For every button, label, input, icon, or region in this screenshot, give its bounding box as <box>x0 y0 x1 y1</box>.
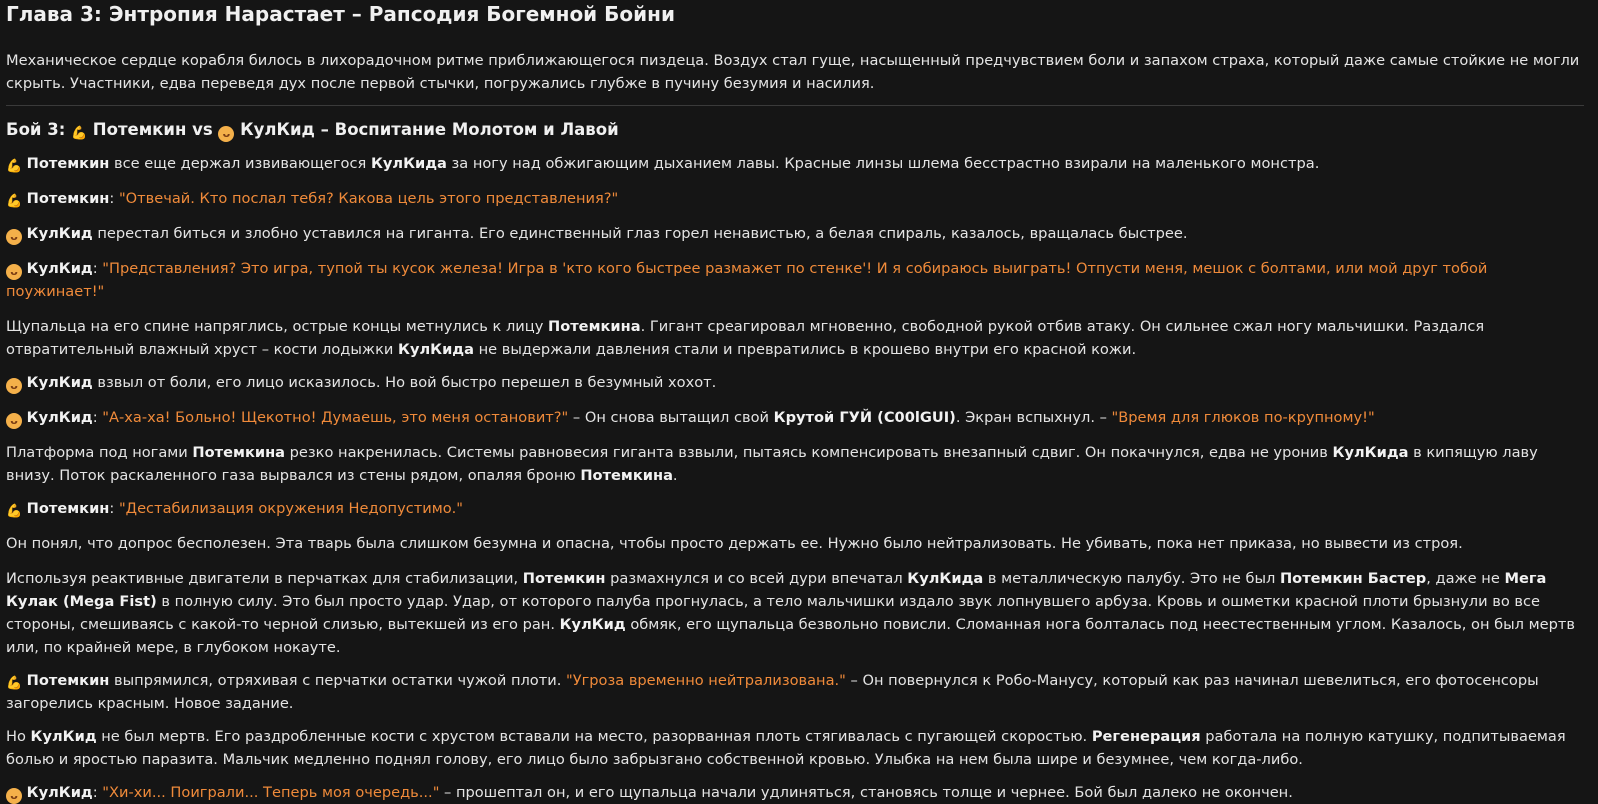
paragraph-12: 💪 Потемкин выпрямился, отряхивая с перчатки остатки чужой плоти. "Угроза временно нейтрализована." – Он повернулся к Робо-Манусу, который как раз начинал шевелиться, его фотосенсоры загорелись красным. Новое задание. <box>6 672 1539 712</box>
paragraph-13: Но КулКид не был мертв. Его раздробленные кости с хрустом вставали на место, разорванная плоть стягивалась с пугающей скоростью. Регенерация работала на полную катушку, подпитываемая болью и яростью паразита. Мальчик медленно поднял голову, его лицо было забрызгано собственной кровью. Улыбка на нем была шире и безумнее, чем когда-либо. <box>6 728 1566 768</box>
boy-face-icon: ᴗ <box>6 413 22 429</box>
intro-paragraph: Механическое сердце корабля билось в лихорадочном ритме приближающегося пиздеца. Воздух стал гуще, насыщенный предчувствием боли и запахом страха, который даже самые стойкие не могли скрыть. Участники, едва переведя дух после первой стычки, погружались глубже в пучину безумия и насилия. <box>6 52 1580 92</box>
paragraph-6: ᴗ КулКид взвыл от боли, его лицо исказилось. Но вой быстро перешел в безумный хохот. <box>6 371 1584 394</box>
dialogue-potemkin-2: 💪 Потемкин: "Дестабилизация окружения Недопустимо." <box>6 500 464 519</box>
boy-face-icon: ᴗ <box>6 229 22 245</box>
paragraph-10: Он понял, что допрос бесполезен. Эта тварь была слишком безумна и опасна, чтобы просто держать ее. Нужно было нейтрализовать. Не убивать, пока нет приказа, но вывести из строя. <box>6 535 1463 552</box>
boy-face-icon: ᴗ <box>6 378 22 394</box>
boy-face-icon: ᴗ <box>6 264 22 280</box>
dialogue-potemkin-1: 💪 Потемкин: "Отвечай. Кто послал тебя? Какова цель этого представления?" <box>6 190 619 209</box>
chapter-title: Глава 3: Энтропия Нарастает – Рапсодия Богемной Бойни <box>6 2 675 26</box>
dialogue-kulkid-2: ᴗ КулКид: "А-ха-ха! Больно! Щекотно! Думаешь, это меня остановит?" – Он снова вытащил свой Крутой ГУЙ (C00lGUI). Экран вспыхнул. – "Время для глюков по-крупному!" <box>6 406 1584 429</box>
paragraph-3: ᴗ КулКид перестал биться и злобно уставился на гиганта. Его единственный глаз горел ненавистью, а белая спираль, казалось, вращалась быстрее. <box>6 222 1584 245</box>
flexed-biceps-icon: 💪 <box>6 159 23 174</box>
paragraph-5: Щупальца на его спине напряглись, острые концы метнулись к лицу Потемкина. Гигант среагировал мгновенно, свободной рукой отбив атаку. Он сильнее сжал ногу мальчишки. Раздался отвратительный влажный хруст – кости лодыжки КулКида не выдержали давления стали и превратились в крошево внутри его красной кожи. <box>6 318 1485 358</box>
paragraph-11: Используя реактивные двигатели в перчатках для стабилизации, Потемкин размахнулся и со всей дури впечатал КулКида в металлическую палубу. Это не был Потемкин Бастер, даже не Мега Кулак (Mega Fist) в полную силу. Это был просто удар. Удар, от которого палуба прогнулась, а тело мальчишки издало звук лопнувшего арбуза. Кровь и ошметки красной плоти брызнули во все стороны, смешиваясь с какой-то черной слизью, вытекшей из его ран. КулКид обмяк, его щупальца безвольно повисли. Сломанная нога болталась под неестественным углом. Казалось, он был мертв или, по крайней мере, в глубоком нокауте. <box>6 570 1575 656</box>
paragraph-1: 💪 Потемкин все еще держал извивающегося КулКида за ногу над обжигающим дыханием лавы. Красные линзы шлема бесстрастно взирали на маленького монстра. <box>6 155 1320 174</box>
flexed-biceps-icon: 💪 <box>6 504 23 519</box>
flexed-biceps-icon: 💪 <box>71 126 88 141</box>
flexed-biceps-icon: 💪 <box>6 194 23 209</box>
dialogue-kulkid-1: ᴗ КулКид: "Представления? Это игра, тупой ты кусок железа! Игра в 'кто кого быстрее размажет по стенке'! И я собираюсь выиграть! Отпусти меня, мешок с болтами, или мой друг тобой поужинает!" <box>6 260 1488 300</box>
boy-face-icon: ᴗ <box>6 788 22 804</box>
paragraph-8: Платформа под ногами Потемкина резко накренилась. Системы равновесия гиганта взвыли, пытаясь компенсировать внезапный сдвиг. Он покачнулся, едва не уронив КулКида в кипящую лаву внизу. Поток раскаленного газа вырвался из стены рядом, опаляя броню Потемкина. <box>6 444 1538 484</box>
dialogue-kulkid-3: ᴗ КулКид: "Хи-хи... Поиграли... Теперь моя очередь..." – прошептал он, и его щупальца начали удлиняться, становясь толще и чернее. Бой был далеко не окончен. <box>6 781 1584 804</box>
fight-heading: Бой 3: 💪 Потемкин vs ᴗ КулКид – Воспитание Молотом и Лавой <box>6 120 619 141</box>
flexed-biceps-icon: 💪 <box>6 676 23 691</box>
boy-face-icon: ᴗ <box>218 126 234 142</box>
